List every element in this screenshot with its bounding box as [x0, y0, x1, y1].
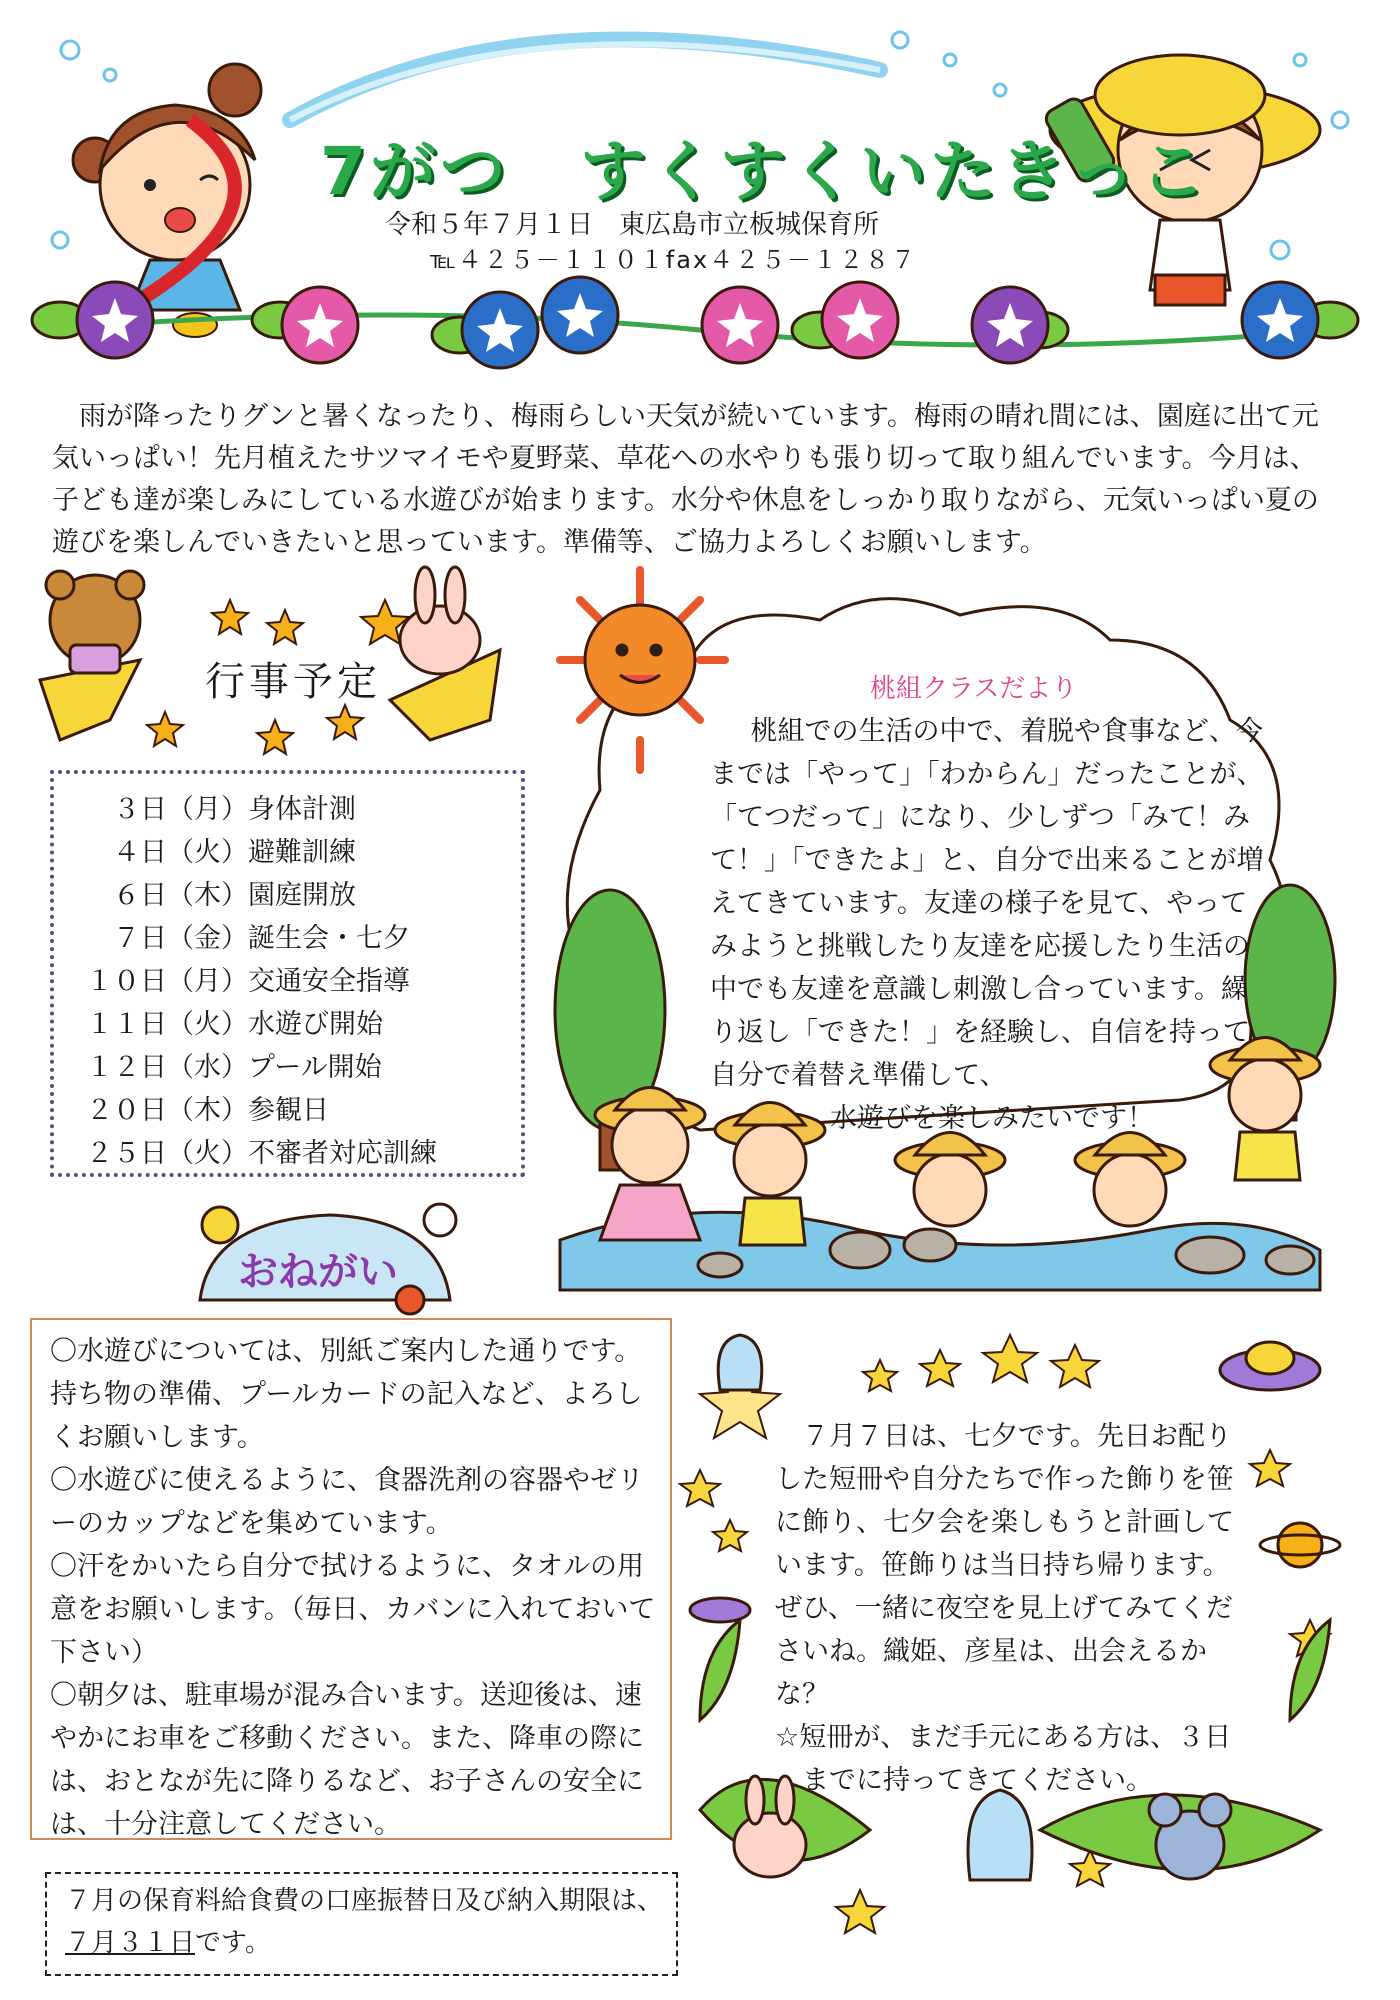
onegai-item: 〇水遊びについては、別紙ご案内した通りです。持ち物の準備、プールカードの記入など、よろしくお願いします。: [50, 1336, 643, 1453]
schedule-item: [76, 1002, 383, 1041]
schedule-item: [76, 1088, 329, 1127]
tanabata-body: [775, 1415, 1255, 1802]
saturn-illustration: [1260, 1523, 1340, 1567]
schedule-box: [50, 770, 525, 1177]
schedule-day: ３日（月）: [113, 794, 248, 825]
onegai-item: 〇汗をかいたら自分で拭けるように、タオルの用意をお願いします。（毎日、カバンに入れておいて下さい）: [50, 1551, 656, 1668]
momo-class-body: [710, 710, 1270, 1140]
schedule-event: 誕生会・七夕: [248, 923, 410, 954]
schedule-day: ２０日（木）: [86, 1095, 248, 1126]
schedule-event: 不審者対応訓練: [248, 1138, 437, 1169]
schedule-item: [76, 873, 356, 912]
schedule-item: [76, 787, 356, 826]
schedule-item: [76, 1131, 437, 1170]
water-arc-inner: [290, 44, 880, 120]
schedule-day: ７日（金）: [113, 923, 248, 954]
schedule-event: プール開始: [248, 1052, 382, 1083]
tanabata-note: ☆短冊が、まだ手元にある方は、３日までに持ってきてください。: [775, 1722, 1232, 1796]
schedule-event: 園庭開放: [248, 880, 356, 911]
onegai-item: 〇朝夕は、駐車場が混み合います。送迎後は、速やかにお車をご移動ください。また、降車の際には、おとなが先に降りるなど、お子さんの安全には、十分注意してください。: [50, 1680, 644, 1840]
bunny-illustration: [390, 567, 500, 740]
momo-class-closing: 水遊びを楽しみたいです！: [830, 1103, 1154, 1134]
onegai-item: 〇水遊びに使えるように、食器洗剤の容器やゼリーのカップなどを集めています。: [50, 1465, 644, 1539]
momo-class-title: 桃組クラスだより: [870, 674, 1078, 704]
fee-note: [65, 1880, 665, 1964]
schedule-day: １１日（火）: [86, 1009, 248, 1040]
fee-note-suffix: です。: [195, 1928, 271, 1958]
bear-illustration: [40, 571, 144, 740]
fee-due-date: ７月３１日: [65, 1928, 196, 1958]
schedule-day: ６日（木）: [113, 880, 248, 911]
schedule-event: 交通安全指導: [248, 966, 410, 997]
schedule-heading: 行事予定: [205, 659, 381, 705]
schedule-day: １０日（月）: [86, 966, 248, 997]
schedule-item: [76, 959, 410, 998]
momo-class-text: 桃組での生活の中で、着脱や食事など、今までは「やって」「わからん」だったことが、「てつだって」になり、少しずつ「みて！みて！」「できたよ」と、自分で出来ることが増えてきています。友達の様子を見て、やってみようと挑戦したり友達を応援したり生活の中でも友達を意識し刺激し合っています。繰り返し「できた！」を経験し、自信を持って自分で着替え準備して、: [710, 716, 1264, 1091]
schedule-event: 避難訓練: [248, 837, 356, 868]
newsletter-title: 7がつ すくすくいたきっこ: [320, 133, 1210, 210]
issue-date-and-school: 令和５年７月１日 東広島市立板城保育所: [385, 210, 880, 240]
intro-paragraph: 雨が降ったりグンと暑くなったり、梅雨らしい天気が続いています。梅雨の晴れ間には、園庭に出て元気いっぱい！先月植えたサツマイモや夏野菜、草花への水やりも張り切って取り組んでいます。今月は、子ども達が楽しみにしている水遊びが始まります。水分や休息をしっかり取りながら、元気いっぱい夏の遊びを楽しんでいきたいと思っています。準備等、ご協力よろしくお願いします。: [52, 401, 1319, 558]
fee-note-text: ７月の保育料給食費の口座振替日及び納入期限は、: [65, 1886, 664, 1916]
schedule-item: [76, 830, 356, 869]
schedule-day: ２５日（火）: [86, 1138, 248, 1169]
schedule-day: ４日（火）: [113, 837, 248, 868]
onegai-body: [50, 1330, 658, 1846]
tanabata-text: ７月７日は、七夕です。先日お配りした短冊や自分たちで作った飾りを笹に飾り、七夕会を楽しもうと計画しています。笹飾りは当日持ち帰ります。ぜひ、一緒に夜空を見上げてみてくださいね。織姫、彦星は、出会えるかな？: [775, 1421, 1234, 1710]
onegai-label: おねがい: [238, 1249, 398, 1295]
contact-line: ℡４２５－１１０１fax４２５－１２８７: [430, 246, 918, 274]
schedule-event: 水遊び開始: [248, 1009, 383, 1040]
schedule-event: 身体計測: [248, 794, 356, 825]
schedule-item: [76, 1045, 382, 1084]
schedule-event: 参観日: [248, 1095, 329, 1126]
schedule-day: １２日（水）: [86, 1052, 248, 1083]
schedule-item: [76, 916, 410, 955]
